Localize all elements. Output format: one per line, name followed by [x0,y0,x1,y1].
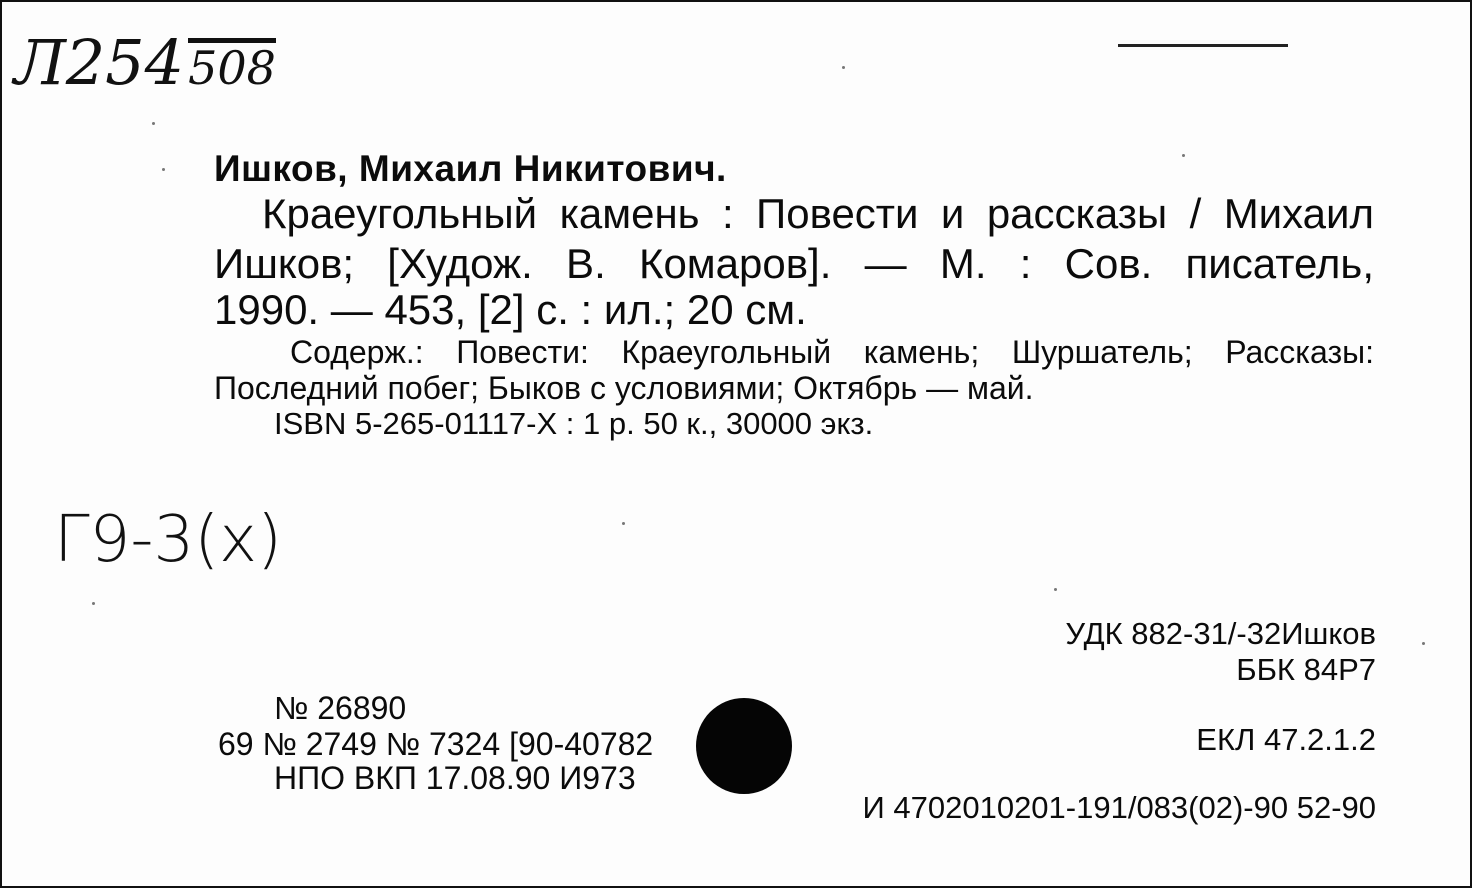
shelf-number: 508 [188,38,276,91]
bbk-code: ББК 84Р7 [1236,652,1376,687]
speck [1422,642,1425,645]
speck [842,66,845,69]
punch-hole [696,698,792,794]
card-number: № 26890 [274,690,407,726]
index-code: И 4702010201-191/083(02)-90 52-90 [862,790,1376,825]
description-line-2: Ишков; [Худож. В. Комаров]. — М. : Сов. писатель, [214,240,1374,287]
top-rule [1118,44,1288,47]
publisher-line: НПО ВКП 17.08.90 И973 [274,760,636,796]
contents-line-1: Содерж.: Повести: Краеугольный камень; Шуршатель; Рассказы: [290,334,1374,370]
udk-code: УДК 882-31/-32Ишков [1065,616,1376,651]
speck [1054,588,1057,591]
speck [622,522,625,525]
speck [1182,154,1185,157]
order-line: 69 № 2749 № 7324 [90-40782 [218,726,654,762]
speck [152,122,155,125]
ekl-code: ЕКЛ 47.2.1.2 [1196,722,1376,757]
handwritten-classification: Г9-3(х) [54,503,282,577]
author-heading: Ишков, Михаил Никитович. [214,148,727,189]
contents-line-2: Последний побег; Быков с условиями; Октябрь — май. [214,370,1034,406]
shelf-mark: Л254 [14,26,185,99]
description-line-3: 1990. — 453, [2] с. : ил.; 20 см. [214,286,807,333]
description-line-1: Краеугольный камень : Повести и рассказы / Михаил [262,190,1374,237]
speck [92,602,95,605]
speck [162,168,165,171]
isbn-line: ISBN 5-265-01117-X : 1 р. 50 к., 30000 экз. [274,406,874,441]
handwritten-shelf-mark [14,26,276,99]
